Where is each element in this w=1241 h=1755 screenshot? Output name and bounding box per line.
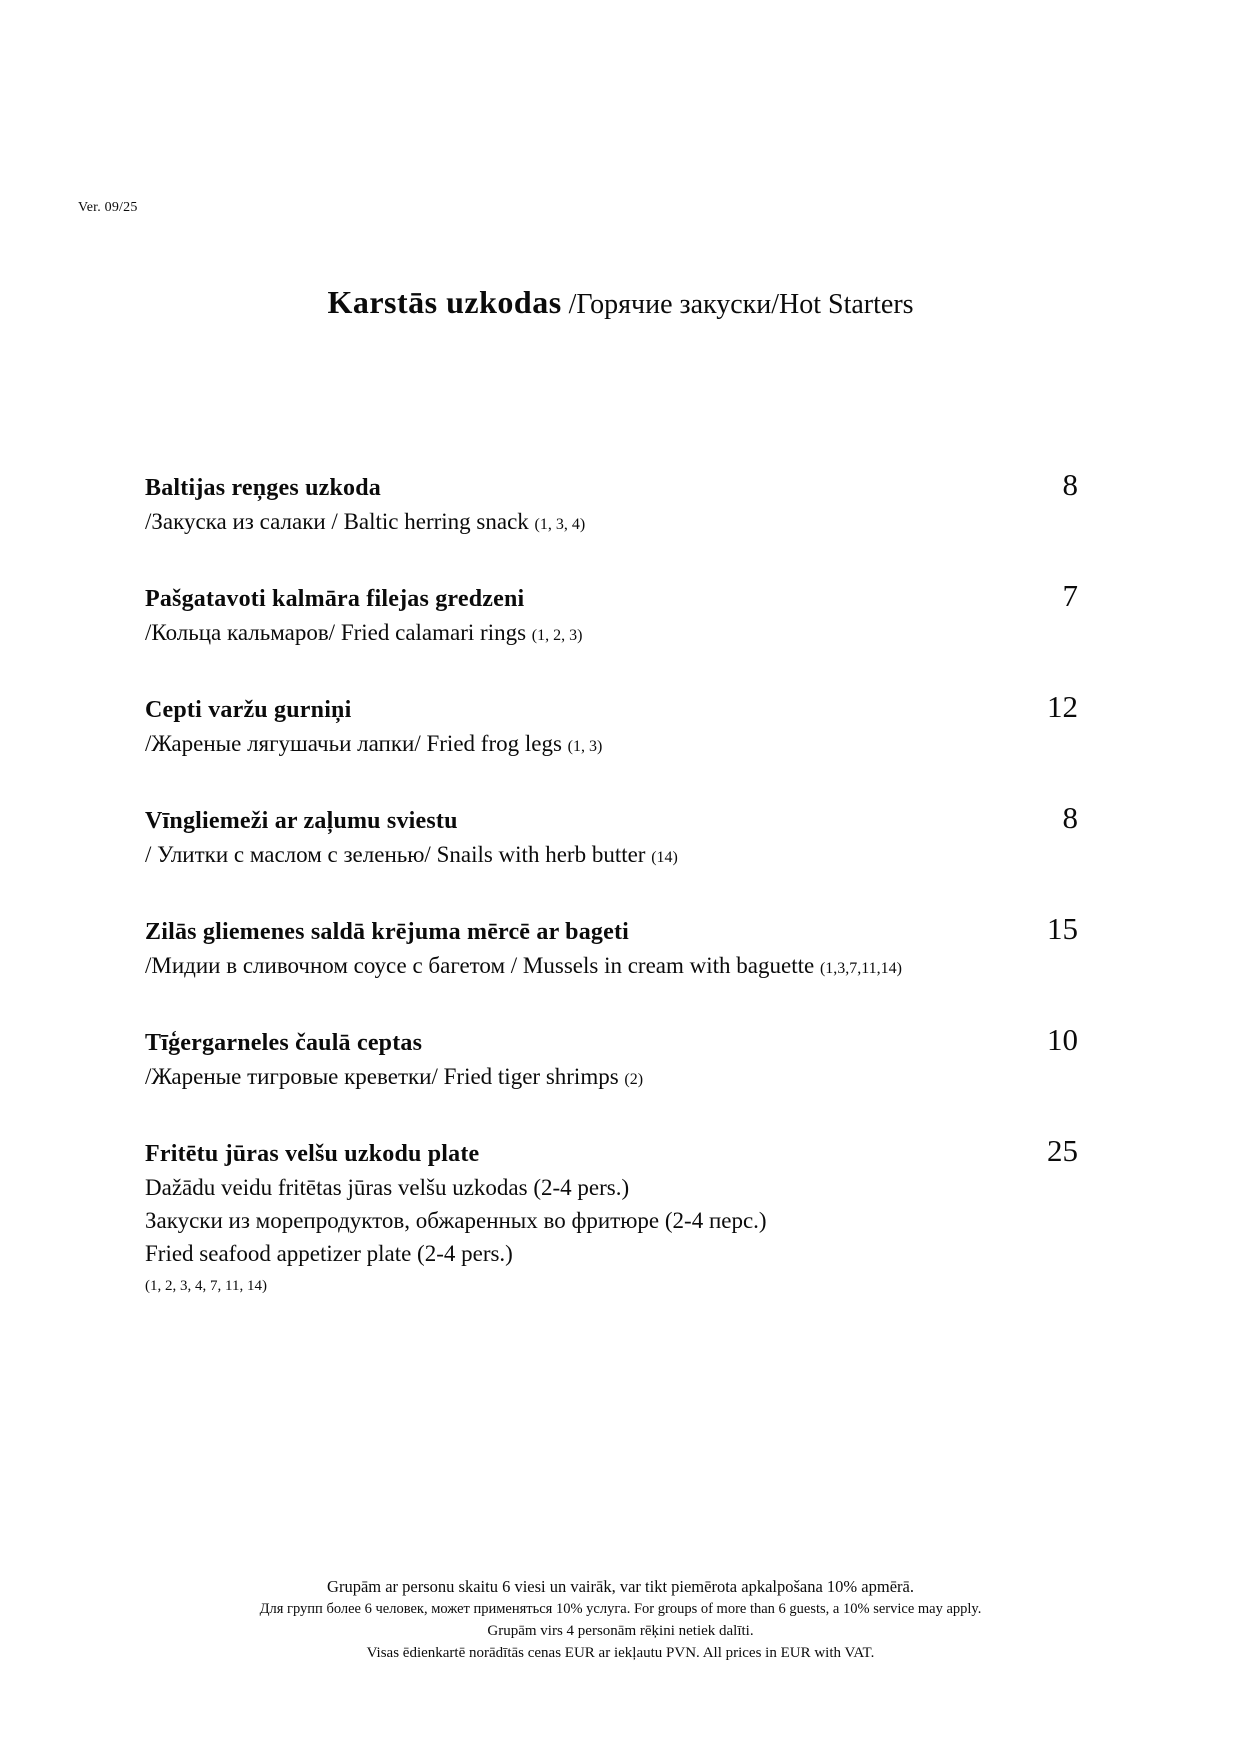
title-translations: /Горячие закуски/Hot Starters xyxy=(561,289,914,320)
dish-name: Pašgatavoti kalmāra filejas gredzeni xyxy=(145,586,525,612)
allergen-numbers: (14) xyxy=(651,849,678,866)
footer-notes xyxy=(0,1576,1241,1664)
dish-description xyxy=(145,727,1078,763)
version-label: Ver. 09/25 xyxy=(78,200,138,215)
title-latvian: Karstās uzkodas xyxy=(327,284,562,320)
dish-price: 8 xyxy=(1062,800,1078,835)
menu-item-header xyxy=(145,1023,1078,1060)
dish-description xyxy=(145,616,1078,652)
menu-item xyxy=(145,579,1078,652)
dish-description xyxy=(145,1270,1078,1299)
dish-price: 15 xyxy=(1047,911,1078,946)
dish-description xyxy=(145,1204,1078,1237)
dish-price: 25 xyxy=(1047,1133,1078,1168)
footer-line: Grupām virs 4 personām rēķini netiek dalīti. xyxy=(487,1623,754,1639)
dish-description-text: /Жареные лягушачьи лапки/ Fried frog legs xyxy=(145,731,562,756)
menu-item xyxy=(145,801,1078,874)
dish-description xyxy=(145,838,1078,874)
dish-description-text: / Улитки с маслом с зеленью/ Snails with herb butter xyxy=(145,842,646,867)
dish-description-text: /Закуска из салаки / Baltic herring snack xyxy=(145,509,529,534)
dish-description xyxy=(145,949,1078,985)
dish-name: Baltijas reņges uzkoda xyxy=(145,475,381,501)
dish-name: Tīģergarneles čaulā ceptas xyxy=(145,1030,423,1056)
dish-description xyxy=(145,1171,1078,1204)
allergen-numbers: (1, 3) xyxy=(567,738,603,755)
menu-item xyxy=(145,1134,1078,1299)
menu-item xyxy=(145,690,1078,763)
footer-line: Visas ēdienkartē norādītās cenas EUR ar iekļautu PVN. All prices in EUR with VAT. xyxy=(366,1645,875,1661)
dish-description-text: /Кольца кальмаров/ Fried calamari rings xyxy=(145,620,527,645)
dish-description-text: Fried seafood appetizer plate (2-4 pers.) xyxy=(145,1241,513,1266)
dish-name: Vīngliemeži ar zaļumu sviestu xyxy=(145,808,458,834)
footer-line: Для групп более 6 человек, может применяться 10% услуга. For groups of more than 6 guests, a 10% service may apply. xyxy=(259,1601,982,1617)
dish-price: 7 xyxy=(1062,578,1078,613)
dish-description-text: Dažādu veidu fritētas jūras velšu uzkodas (2-4 pers.) xyxy=(145,1175,630,1200)
dish-description-text: /Мидии в сливочном соусе с багетом / Mussels in cream with baguette xyxy=(145,953,815,978)
allergen-numbers: (1, 3, 4) xyxy=(534,516,586,533)
menu-item-header xyxy=(145,690,1078,727)
dish-price: 10 xyxy=(1047,1022,1078,1057)
dish-price: 12 xyxy=(1047,689,1078,724)
dish-description xyxy=(145,1237,1078,1270)
menu-item-header xyxy=(145,912,1078,949)
dish-description xyxy=(145,505,1078,541)
menu-item-header xyxy=(145,1134,1078,1171)
menu-item-header xyxy=(145,579,1078,616)
menu-item xyxy=(145,1023,1078,1096)
page-title xyxy=(0,284,1241,321)
dish-name: Cepti varžu gurniņi xyxy=(145,697,352,723)
menu-items xyxy=(145,468,1078,1337)
menu-item xyxy=(145,468,1078,541)
menu-item-header xyxy=(145,801,1078,838)
dish-description xyxy=(145,1060,1078,1096)
allergen-numbers: (1, 2, 3) xyxy=(531,627,583,644)
allergen-numbers: (2) xyxy=(624,1071,644,1088)
menu-item-header xyxy=(145,468,1078,505)
footer-line: Grupām ar personu skaitu 6 viesi un vairāk, var tikt piemērota apkalpošana 10% apmērā. xyxy=(327,1577,914,1596)
dish-name: Fritētu jūras velšu uzkodu plate xyxy=(145,1141,480,1167)
dish-price: 8 xyxy=(1062,467,1078,502)
allergen-numbers: (1, 2, 3, 4, 7, 11, 14) xyxy=(145,1278,267,1294)
dish-description-text: Закуски из морепродуктов, обжаренных во фритюре (2-4 перс.) xyxy=(145,1208,767,1233)
dish-description-text: /Жареные тигровые креветки/ Fried tiger shrimps xyxy=(145,1064,619,1089)
allergen-numbers: (1,3,7,11,14) xyxy=(819,960,902,977)
menu-item xyxy=(145,912,1078,985)
dish-name: Zilās gliemenes saldā krējuma mērcē ar bageti xyxy=(145,919,630,945)
